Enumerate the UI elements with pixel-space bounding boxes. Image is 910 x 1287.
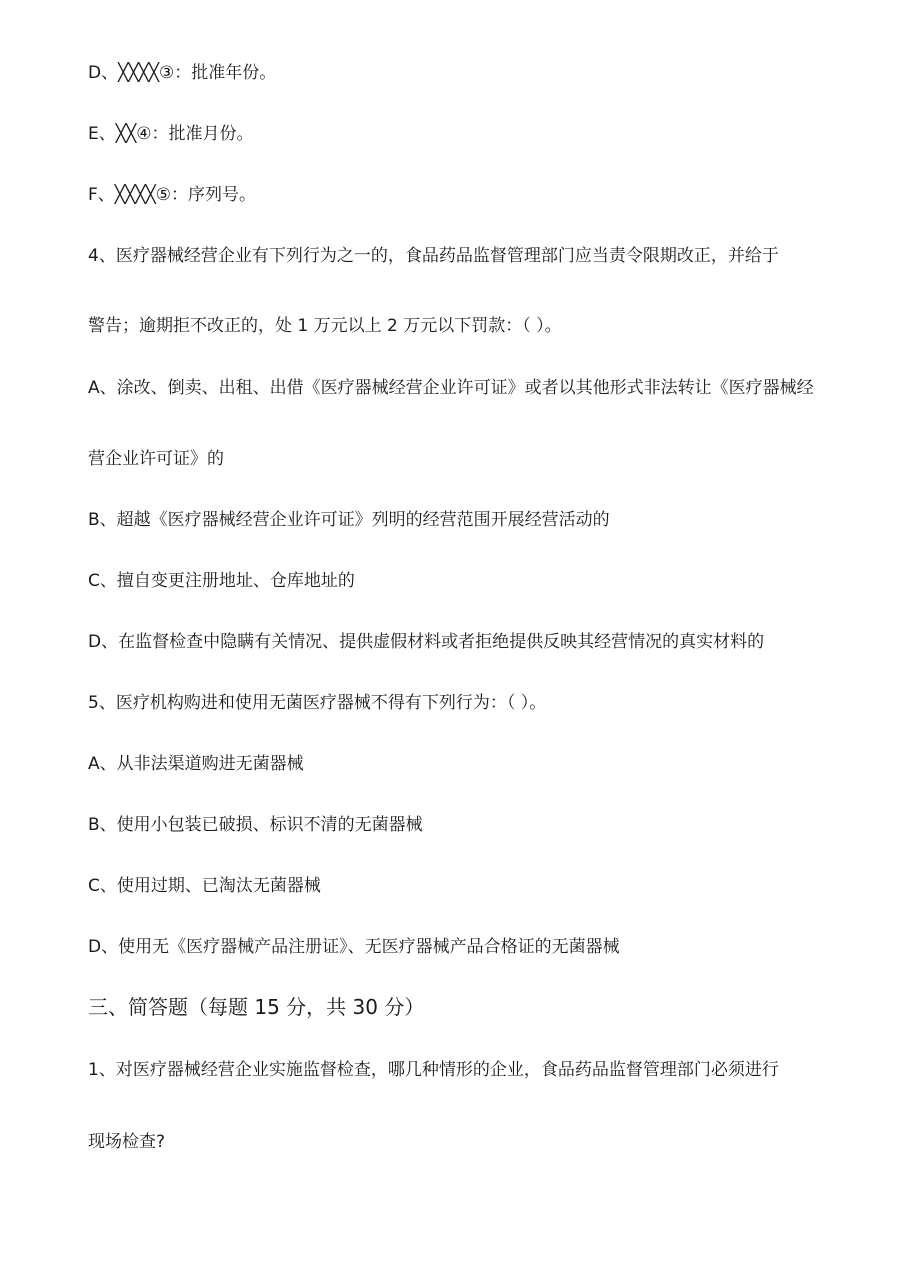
question-4-line-2: 警告；逾期拒不改正的，处 1 万元以上 2 万元以下罚款：（ ）。 <box>88 316 562 336</box>
question-4-line-1: 4、医疗器械经营企业有下列行为之一的，食品药品监督管理部门应当责令限期改正，并给于 <box>88 246 779 266</box>
question-5: 5、医疗机构购进和使用无菌医疗器械不得有下列行为：（ ）。 <box>88 693 547 713</box>
option-f-serial-number: F、╳╳╳╳⑤：序列号。 <box>88 185 256 205</box>
q4-option-c: C、擅自变更注册地址、仓库地址的 <box>88 571 355 591</box>
q4-option-a-line-2: 营企业许可证》的 <box>88 449 224 469</box>
q4-option-a-line-1: A、涂改、倒卖、出租、出借《医疗器械经营企业许可证》或者以其他形式非法转让《医疗器械经 <box>88 378 814 398</box>
option-e-approval-month: E、╳╳④：批准月份。 <box>88 124 254 144</box>
section-heading-short-answer: 三、简答题（每题 15 分，共 30 分） <box>88 995 425 1019</box>
q5-option-c: C、使用过期、已淘汰无菌器械 <box>88 876 321 896</box>
q5-option-b: B、使用小包装已破损、标识不清的无菌器械 <box>88 815 423 835</box>
option-d-approval-year: D、╳╳╳╳③：批准年份。 <box>88 63 277 83</box>
q4-option-d: D、在监督检查中隐瞒有关情况、提供虚假材料或者拒绝提供反映其经营情况的真实材料的 <box>88 632 765 652</box>
q4-option-b: B、超越《医疗器械经营企业许可证》列明的经营范围开展经营活动的 <box>88 510 610 530</box>
q5-option-a: A、从非法渠道购进无菌器械 <box>88 754 304 774</box>
short-answer-1-line-2: 现场检查? <box>88 1132 166 1152</box>
q5-option-d: D、使用无《医疗器械产品注册证》、无医疗器械产品合格证的无菌器械 <box>88 937 620 957</box>
short-answer-1-line-1: 1、对医疗器械经营企业实施监督检查，哪几种情形的企业，食品药品监督管理部门必须进行 <box>88 1060 779 1080</box>
